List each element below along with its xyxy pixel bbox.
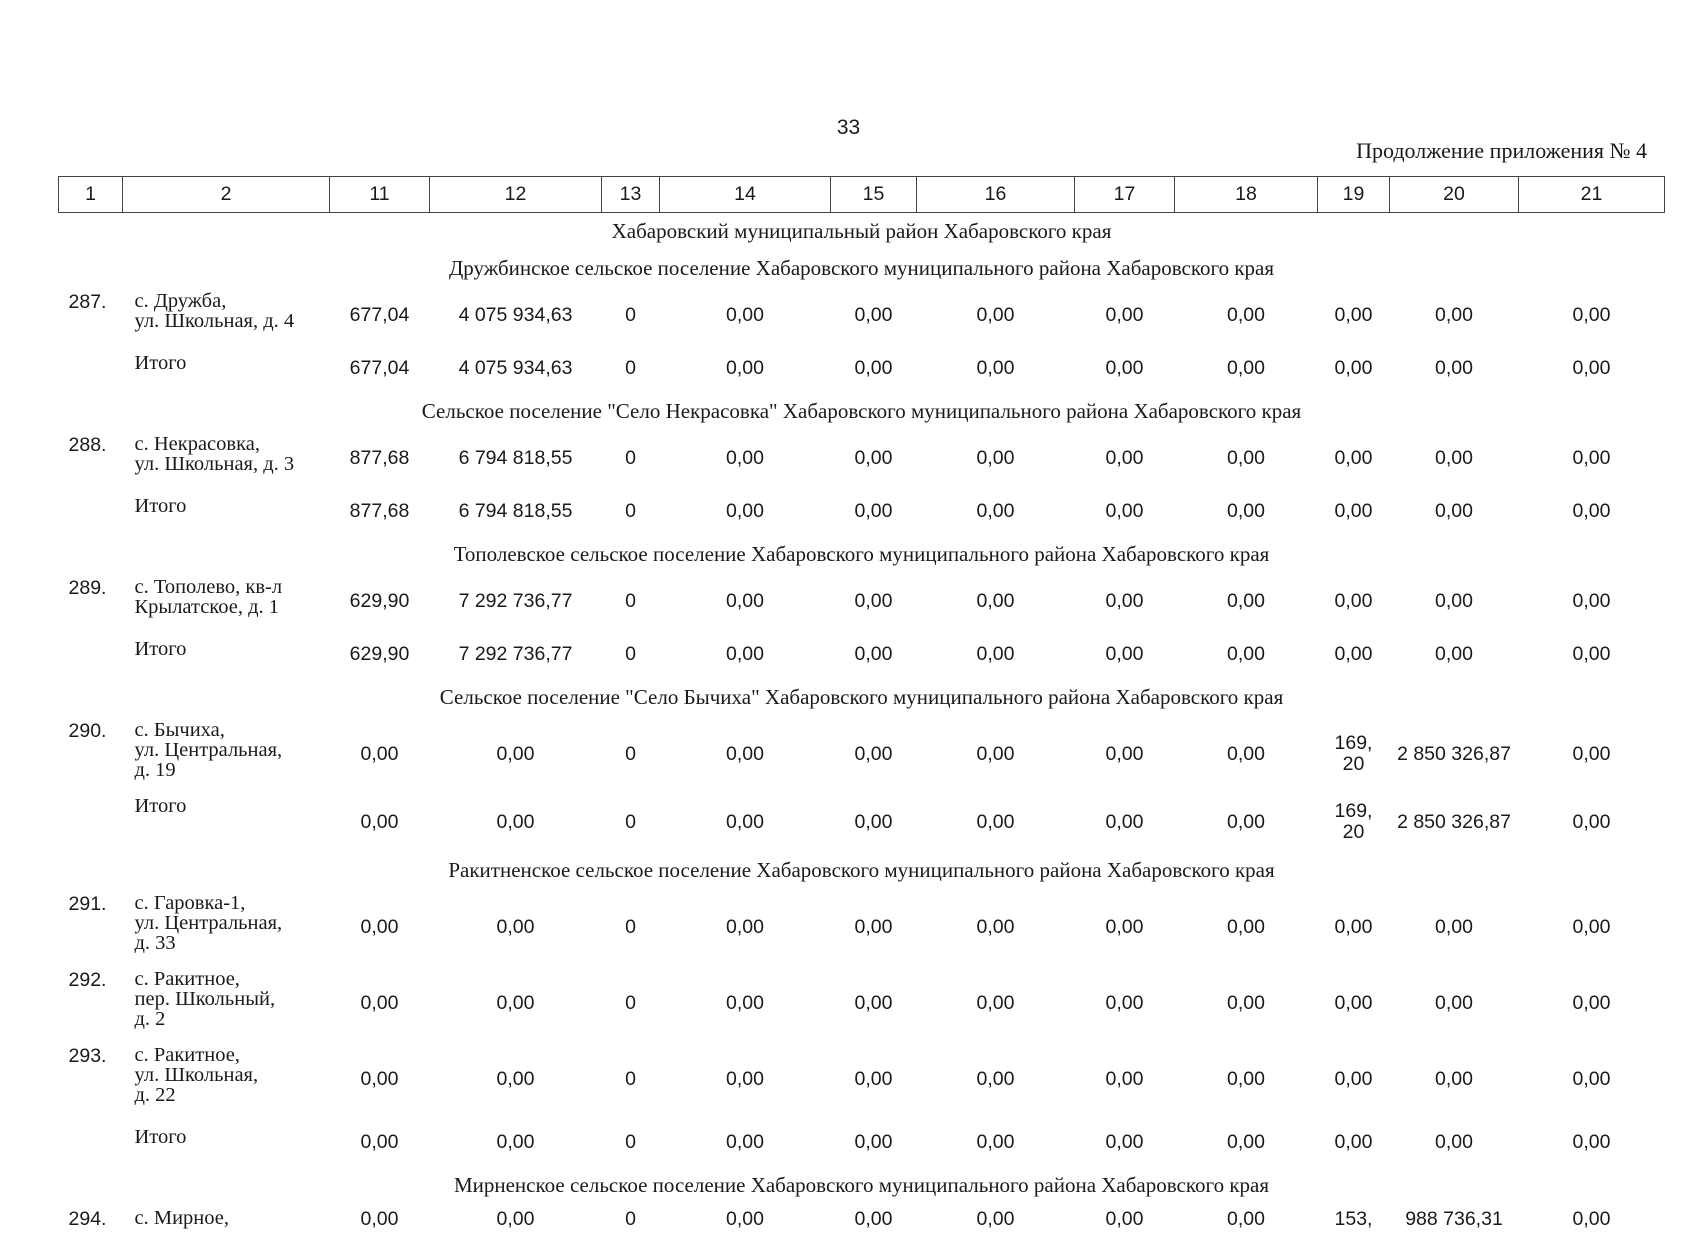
cell-col-21: 0,00 bbox=[1519, 430, 1665, 486]
cell-col-14: 0,00 bbox=[660, 287, 831, 343]
cell-col-15: 0,00 bbox=[831, 573, 917, 629]
cell-col-13: 0 bbox=[602, 965, 660, 1041]
cell-col-12: 0,00 bbox=[430, 792, 602, 852]
cell-col-18: 0,00 bbox=[1175, 343, 1318, 393]
cell-col-20: 0,00 bbox=[1390, 486, 1519, 536]
address-line: с. Гаровка-1, bbox=[135, 893, 330, 913]
cell-col-16: 0,00 bbox=[917, 573, 1075, 629]
column-header-18: 18 bbox=[1175, 177, 1318, 213]
row-number: 292. bbox=[59, 965, 123, 1041]
cell-col-15: 0,00 bbox=[831, 1204, 917, 1242]
address-cell bbox=[123, 716, 330, 792]
cell-col-11: 0,00 bbox=[330, 716, 430, 792]
total-row bbox=[59, 792, 1665, 852]
cell-col-13: 0 bbox=[602, 889, 660, 965]
cell-col-21: 0,00 bbox=[1519, 1204, 1665, 1242]
address-line: ул. Центральная, bbox=[135, 913, 330, 933]
cell-col-21: 0,00 bbox=[1519, 716, 1665, 792]
cell-col-15: 0,00 bbox=[831, 287, 917, 343]
cell-col-16: 0,00 bbox=[917, 343, 1075, 393]
cell-col-19 bbox=[1318, 792, 1390, 852]
row-number: 287. bbox=[59, 287, 123, 343]
cell-col-20: 0,00 bbox=[1390, 889, 1519, 965]
row-number bbox=[59, 1117, 123, 1167]
cell-col-12: 0,00 bbox=[430, 716, 602, 792]
cell-col-20: 0,00 bbox=[1390, 1117, 1519, 1167]
address-line: с. Тополево, кв-л bbox=[135, 577, 330, 597]
section-row bbox=[59, 213, 1665, 251]
cell-col-17: 0,00 bbox=[1075, 1041, 1175, 1117]
cell-col-13: 0 bbox=[602, 287, 660, 343]
row-number: 294. bbox=[59, 1204, 123, 1242]
cell-line: 169, bbox=[1318, 801, 1390, 822]
column-header-2: 2 bbox=[123, 177, 330, 213]
cell-col-19: 0,00 bbox=[1318, 287, 1390, 343]
column-header-12: 12 bbox=[430, 177, 602, 213]
cell-col-12: 4 075 934,63 bbox=[430, 343, 602, 393]
cell-col-18: 0,00 bbox=[1175, 629, 1318, 679]
address-line: д. 33 bbox=[135, 933, 330, 953]
cell-col-12: 7 292 736,77 bbox=[430, 573, 602, 629]
table-row bbox=[59, 430, 1665, 486]
header-row bbox=[59, 177, 1665, 213]
cell-col-12: 4 075 934,63 bbox=[430, 287, 602, 343]
address-cell bbox=[123, 1041, 330, 1117]
cell-col-16: 0,00 bbox=[917, 889, 1075, 965]
total-label bbox=[123, 1117, 330, 1167]
cell-col-14: 0,00 bbox=[660, 792, 831, 852]
cell-col-12: 0,00 bbox=[430, 965, 602, 1041]
cell-col-17: 0,00 bbox=[1075, 430, 1175, 486]
cell-col-11: 0,00 bbox=[330, 889, 430, 965]
section-title: Ракитненское сельское поселение Хабаровского муниципального района Хабаровского края bbox=[59, 852, 1665, 889]
cell-col-15: 0,00 bbox=[831, 486, 917, 536]
cell-col-17: 0,00 bbox=[1075, 889, 1175, 965]
cell-col-13: 0 bbox=[602, 573, 660, 629]
address-cell bbox=[123, 287, 330, 343]
cell-col-16: 0,00 bbox=[917, 1204, 1075, 1242]
cell-col-13: 0 bbox=[602, 1117, 660, 1167]
cell-col-16: 0,00 bbox=[917, 965, 1075, 1041]
cell-col-13: 0 bbox=[602, 1041, 660, 1117]
cell-col-18: 0,00 bbox=[1175, 1041, 1318, 1117]
cell-col-11: 677,04 bbox=[330, 343, 430, 393]
cell-col-20: 0,00 bbox=[1390, 287, 1519, 343]
cell-col-11: 677,04 bbox=[330, 287, 430, 343]
cell-col-17: 0,00 bbox=[1075, 573, 1175, 629]
section-row bbox=[59, 250, 1665, 287]
cell-col-17: 0,00 bbox=[1075, 343, 1175, 393]
section-row bbox=[59, 536, 1665, 573]
cell-col-21: 0,00 bbox=[1519, 889, 1665, 965]
address-line: ул. Школьная, д. 4 bbox=[135, 311, 330, 331]
cell-col-17: 0,00 bbox=[1075, 716, 1175, 792]
cell-col-20: 0,00 bbox=[1390, 343, 1519, 393]
cell-col-14: 0,00 bbox=[660, 716, 831, 792]
table-body bbox=[59, 213, 1665, 1242]
total-row bbox=[59, 343, 1665, 393]
total-label bbox=[123, 343, 330, 393]
cell-col-20: 0,00 bbox=[1390, 430, 1519, 486]
cell-col-15: 0,00 bbox=[831, 1041, 917, 1117]
cell-col-16: 0,00 bbox=[917, 287, 1075, 343]
row-number: 289. bbox=[59, 573, 123, 629]
cell-col-18: 0,00 bbox=[1175, 792, 1318, 852]
address-line: д. 2 bbox=[135, 1009, 330, 1029]
cell-col-21: 0,00 bbox=[1519, 965, 1665, 1041]
cell-col-14: 0,00 bbox=[660, 629, 831, 679]
cell-col-13: 0 bbox=[602, 716, 660, 792]
cell-col-20: 2 850 326,87 bbox=[1390, 792, 1519, 852]
row-number bbox=[59, 486, 123, 536]
cell-col-20: 988 736,31 bbox=[1390, 1204, 1519, 1242]
cell-col-21: 0,00 bbox=[1519, 486, 1665, 536]
cell-col-16: 0,00 bbox=[917, 1117, 1075, 1167]
column-header-13: 13 bbox=[602, 177, 660, 213]
address-line: Итого bbox=[135, 1127, 330, 1147]
cell-col-20: 2 850 326,87 bbox=[1390, 716, 1519, 792]
cell-col-18: 0,00 bbox=[1175, 573, 1318, 629]
row-number: 291. bbox=[59, 889, 123, 965]
address-cell bbox=[123, 573, 330, 629]
cell-col-21: 0,00 bbox=[1519, 629, 1665, 679]
column-header-20: 20 bbox=[1390, 177, 1519, 213]
cell-col-14: 0,00 bbox=[660, 573, 831, 629]
cell-col-12: 6 794 818,55 bbox=[430, 430, 602, 486]
page-number: 33 bbox=[0, 116, 1697, 140]
table-row bbox=[59, 573, 1665, 629]
cell-col-12: 0,00 bbox=[430, 889, 602, 965]
cell-col-18: 0,00 bbox=[1175, 716, 1318, 792]
section-title: Сельское поселение "Село Некрасовка" Хабаровского муниципального района Хабаровского края bbox=[59, 393, 1665, 430]
row-number: 288. bbox=[59, 430, 123, 486]
row-number bbox=[59, 343, 123, 393]
cell-col-17: 0,00 bbox=[1075, 1117, 1175, 1167]
cell-col-15: 0,00 bbox=[831, 430, 917, 486]
cell-col-19: 0,00 bbox=[1318, 1041, 1390, 1117]
address-line: Итого bbox=[135, 796, 330, 816]
cell-col-11: 0,00 bbox=[330, 965, 430, 1041]
cell-col-15: 0,00 bbox=[831, 1117, 917, 1167]
cell-col-19: 0,00 bbox=[1318, 486, 1390, 536]
total-label bbox=[123, 486, 330, 536]
cell-col-11: 0,00 bbox=[330, 792, 430, 852]
section-title: Хабаровский муниципальный район Хабаровского края bbox=[59, 213, 1665, 251]
address-line: с. Мирное, bbox=[135, 1208, 330, 1228]
cell-col-14: 0,00 bbox=[660, 889, 831, 965]
address-line: д. 22 bbox=[135, 1085, 330, 1105]
cell-col-13: 0 bbox=[602, 792, 660, 852]
column-header-15: 15 bbox=[831, 177, 917, 213]
cell-col-13: 0 bbox=[602, 430, 660, 486]
cell-col-20: 0,00 bbox=[1390, 1041, 1519, 1117]
cell-col-13: 0 bbox=[602, 629, 660, 679]
cell-col-21: 0,00 bbox=[1519, 287, 1665, 343]
column-header-14: 14 bbox=[660, 177, 831, 213]
cell-col-13: 0 bbox=[602, 486, 660, 536]
cell-col-12: 0,00 bbox=[430, 1041, 602, 1117]
address-line: Итого bbox=[135, 353, 330, 373]
total-row bbox=[59, 629, 1665, 679]
table-header bbox=[59, 177, 1665, 213]
address-line: ул. Школьная, bbox=[135, 1065, 330, 1085]
cell-col-19: 0,00 bbox=[1318, 965, 1390, 1041]
table-row bbox=[59, 965, 1665, 1041]
cell-col-15: 0,00 bbox=[831, 889, 917, 965]
cell-col-18: 0,00 bbox=[1175, 486, 1318, 536]
address-line: Крылатское, д. 1 bbox=[135, 597, 330, 617]
address-line: пер. Школьный, bbox=[135, 989, 330, 1009]
table-row bbox=[59, 889, 1665, 965]
section-row bbox=[59, 852, 1665, 889]
cell-col-15: 0,00 bbox=[831, 965, 917, 1041]
total-row bbox=[59, 1117, 1665, 1167]
column-header-16: 16 bbox=[917, 177, 1075, 213]
cell-col-14: 0,00 bbox=[660, 1041, 831, 1117]
cell-col-14: 0,00 bbox=[660, 430, 831, 486]
cell-col-11: 629,90 bbox=[330, 573, 430, 629]
annex-title: Продолжение приложения № 4 bbox=[1356, 138, 1647, 164]
cell-col-18: 0,00 bbox=[1175, 889, 1318, 965]
column-header-21: 21 bbox=[1519, 177, 1665, 213]
cell-col-19: 0,00 bbox=[1318, 629, 1390, 679]
address-cell bbox=[123, 889, 330, 965]
cell-col-21: 0,00 bbox=[1519, 573, 1665, 629]
section-row bbox=[59, 393, 1665, 430]
cell-col-21: 0,00 bbox=[1519, 1041, 1665, 1117]
cell-col-16: 0,00 bbox=[917, 1041, 1075, 1117]
cell-col-18: 0,00 bbox=[1175, 1204, 1318, 1242]
cell-col-15: 0,00 bbox=[831, 629, 917, 679]
section-title: Мирненское сельское поселение Хабаровского муниципального района Хабаровского края bbox=[59, 1167, 1665, 1204]
cell-col-13: 0 bbox=[602, 343, 660, 393]
address-line: с. Некрасовка, bbox=[135, 434, 330, 454]
cell-col-19: 0,00 bbox=[1318, 889, 1390, 965]
cell-col-14: 0,00 bbox=[660, 1117, 831, 1167]
total-row bbox=[59, 486, 1665, 536]
cell-col-18: 0,00 bbox=[1175, 287, 1318, 343]
cell-col-20: 0,00 bbox=[1390, 573, 1519, 629]
row-number bbox=[59, 629, 123, 679]
cell-col-17: 0,00 bbox=[1075, 792, 1175, 852]
table-row bbox=[59, 716, 1665, 792]
address-cell bbox=[123, 430, 330, 486]
address-line: Итого bbox=[135, 639, 330, 659]
cell-col-12: 0,00 bbox=[430, 1204, 602, 1242]
cell-line: 20 bbox=[1318, 822, 1390, 843]
cell-col-18: 0,00 bbox=[1175, 965, 1318, 1041]
address-cell bbox=[123, 1204, 330, 1242]
address-line: с. Бычиха, bbox=[135, 720, 330, 740]
cell-col-17: 0,00 bbox=[1075, 629, 1175, 679]
address-line: Итого bbox=[135, 496, 330, 516]
address-line: с. Дружба, bbox=[135, 291, 330, 311]
cell-col-11: 0,00 bbox=[330, 1117, 430, 1167]
cell-col-21: 0,00 bbox=[1519, 343, 1665, 393]
cell-col-19: 0,00 bbox=[1318, 343, 1390, 393]
cell-col-14: 0,00 bbox=[660, 343, 831, 393]
column-header-11: 11 bbox=[330, 177, 430, 213]
cell-col-11: 629,90 bbox=[330, 629, 430, 679]
cell-col-16: 0,00 bbox=[917, 629, 1075, 679]
row-number: 293. bbox=[59, 1041, 123, 1117]
cell-col-19: 0,00 bbox=[1318, 573, 1390, 629]
address-line: д. 19 bbox=[135, 760, 330, 780]
section-title: Дружбинское сельское поселение Хабаровского муниципального района Хабаровского края bbox=[59, 250, 1665, 287]
cell-col-19 bbox=[1318, 716, 1390, 792]
total-label bbox=[123, 792, 330, 852]
cell-col-12: 0,00 bbox=[430, 1117, 602, 1167]
cell-col-14: 0,00 bbox=[660, 1204, 831, 1242]
cell-col-17: 0,00 bbox=[1075, 287, 1175, 343]
cell-col-14: 0,00 bbox=[660, 486, 831, 536]
cell-col-16: 0,00 bbox=[917, 486, 1075, 536]
section-row bbox=[59, 1167, 1665, 1204]
column-header-19: 19 bbox=[1318, 177, 1390, 213]
cell-col-19: 153, bbox=[1318, 1204, 1390, 1242]
address-line: с. Ракитное, bbox=[135, 969, 330, 989]
row-number bbox=[59, 792, 123, 852]
cell-col-19: 0,00 bbox=[1318, 430, 1390, 486]
cell-col-20: 0,00 bbox=[1390, 629, 1519, 679]
row-number: 290. bbox=[59, 716, 123, 792]
address-line: ул. Центральная, bbox=[135, 740, 330, 760]
address-cell bbox=[123, 965, 330, 1041]
cell-col-15: 0,00 bbox=[831, 716, 917, 792]
table-row bbox=[59, 1204, 1665, 1242]
cell-col-15: 0,00 bbox=[831, 792, 917, 852]
cell-col-16: 0,00 bbox=[917, 716, 1075, 792]
total-label bbox=[123, 629, 330, 679]
cell-col-15: 0,00 bbox=[831, 343, 917, 393]
cell-col-16: 0,00 bbox=[917, 430, 1075, 486]
cell-line: 169, bbox=[1318, 733, 1390, 754]
section-title: Тополевское сельское поселение Хабаровского муниципального района Хабаровского края bbox=[59, 536, 1665, 573]
cell-col-11: 877,68 bbox=[330, 486, 430, 536]
cell-col-16: 0,00 bbox=[917, 792, 1075, 852]
cell-col-20: 0,00 bbox=[1390, 965, 1519, 1041]
cell-col-13: 0 bbox=[602, 1204, 660, 1242]
cell-col-18: 0,00 bbox=[1175, 1117, 1318, 1167]
address-line: с. Ракитное, bbox=[135, 1045, 330, 1065]
cell-col-11: 0,00 bbox=[330, 1204, 430, 1242]
section-title: Сельское поселение "Село Бычиха" Хабаровского муниципального района Хабаровского края bbox=[59, 679, 1665, 716]
cell-col-11: 0,00 bbox=[330, 1041, 430, 1117]
cell-col-21: 0,00 bbox=[1519, 792, 1665, 852]
address-line: ул. Школьная, д. 3 bbox=[135, 454, 330, 474]
column-header-1: 1 bbox=[59, 177, 123, 213]
cell-col-18: 0,00 bbox=[1175, 430, 1318, 486]
cell-col-11: 877,68 bbox=[330, 430, 430, 486]
cell-col-17: 0,00 bbox=[1075, 486, 1175, 536]
cell-col-17: 0,00 bbox=[1075, 1204, 1175, 1242]
cell-line: 20 bbox=[1318, 754, 1390, 775]
table-row bbox=[59, 1041, 1665, 1117]
table-row bbox=[59, 287, 1665, 343]
cell-col-14: 0,00 bbox=[660, 965, 831, 1041]
cell-col-12: 6 794 818,55 bbox=[430, 486, 602, 536]
cell-col-21: 0,00 bbox=[1519, 1117, 1665, 1167]
section-row bbox=[59, 679, 1665, 716]
cell-col-12: 7 292 736,77 bbox=[430, 629, 602, 679]
cell-col-19: 0,00 bbox=[1318, 1117, 1390, 1167]
column-header-17: 17 bbox=[1075, 177, 1175, 213]
data-table bbox=[58, 176, 1665, 1242]
cell-col-17: 0,00 bbox=[1075, 965, 1175, 1041]
